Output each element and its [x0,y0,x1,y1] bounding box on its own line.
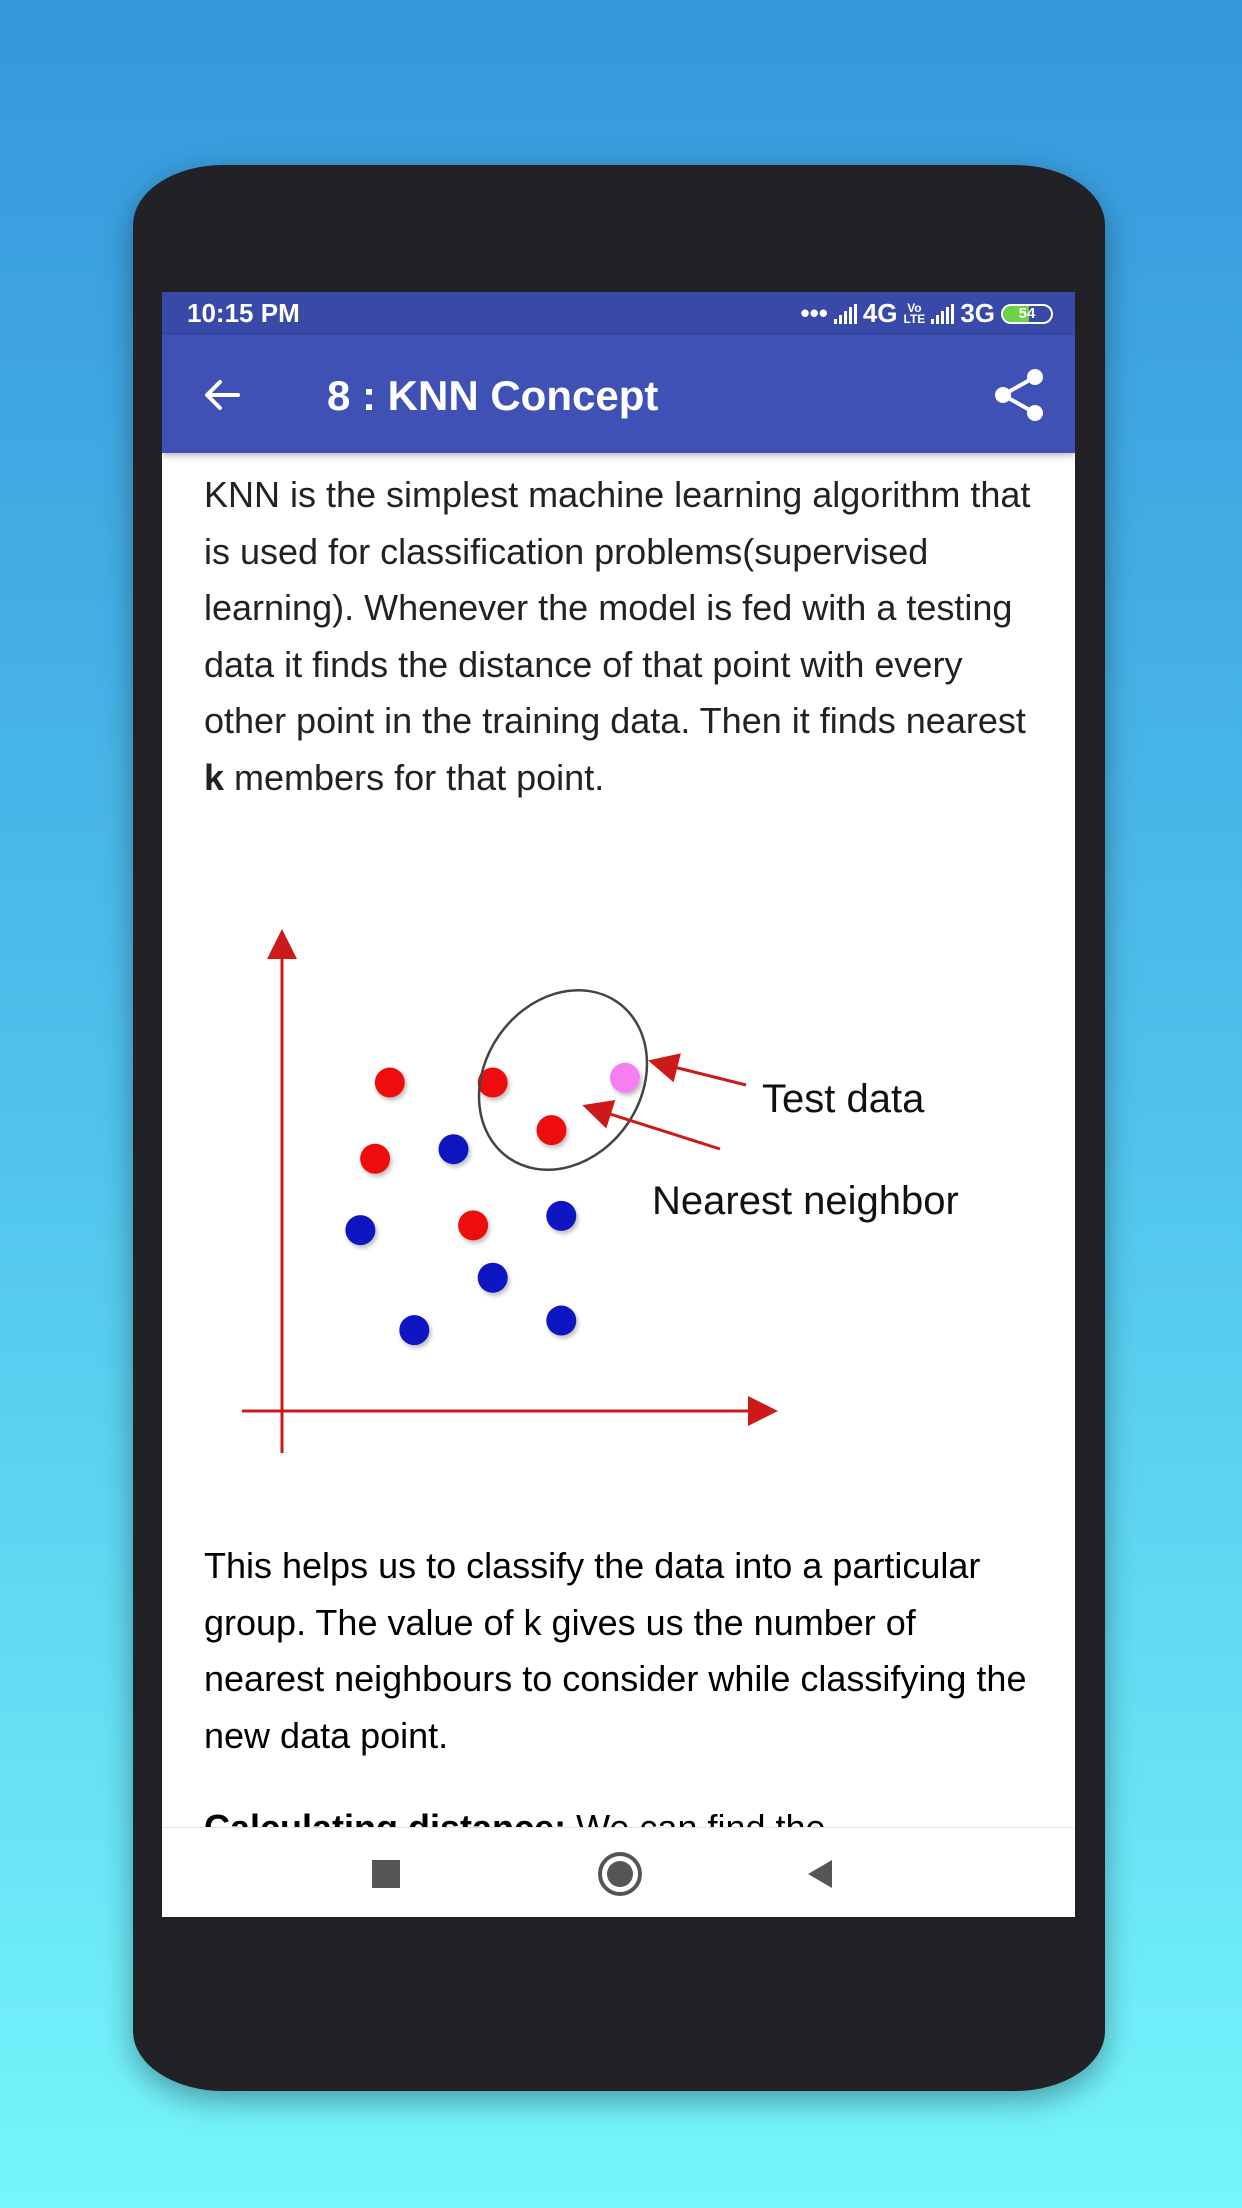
scatter-point-s1-p4 [399,1315,429,1345]
label-test-data: Test data [762,1077,925,1121]
system-nav-bar [162,1827,1075,1917]
scatter-point-s0-p2 [360,1144,390,1174]
scatter-point-s1-p3 [478,1263,508,1293]
network-type-2: 3G [960,298,995,328]
bold-k: k [204,756,225,798]
page-title: 8 : KNN Concept [327,372,659,419]
more-dots-icon: ••• [800,298,828,328]
share-icon[interactable] [991,367,1047,423]
status-icons [801,298,1053,329]
scatter-point-s0-p4 [537,1115,567,1145]
scatter-point-s1-p1 [345,1215,375,1245]
label-nearest-neighbor: Nearest neighbor [652,1179,959,1223]
intro-paragraph: KNN is the simplest machine learning algorithm that is used for classification problems(supervised learning). Whenever the model is fed with a testing data it finds the distance of that point with every other point in the training data. Then it finds nearest k members for that point. [204,474,1031,798]
knn-diagram [232,917,1072,1457]
article-content [204,467,1044,806]
app-bar [162,335,1075,453]
neighbor-ellipse [445,957,682,1202]
volte-icon: Vo LTE [903,300,926,326]
scatter-point-s1-p5 [546,1306,576,1336]
square-icon[interactable] [362,1850,410,1898]
test-data-arrow [654,1062,746,1085]
status-bar [162,292,1075,335]
points-layer [345,1063,640,1345]
triangle-back-icon[interactable] [796,1850,844,1898]
phone-screen [162,292,1075,1917]
arrow-left-icon[interactable] [200,373,244,417]
scatter-point-s1-p0 [439,1134,469,1164]
neighbor-arrow [588,1107,720,1149]
network-type-1: 4G [862,298,898,328]
scatter-point-s0-p3 [458,1210,488,1240]
classification-paragraph: This helps us to classify the data into a particular group. The value of k gives us the number of nearest neighbours to consider while classifying the new data point. [204,1545,1027,1756]
signal-icon-2 [931,304,954,324]
battery-icon [1001,304,1053,324]
circle-home-icon[interactable] [596,1850,644,1898]
signal-icon [834,304,857,324]
scatter-point-s1-p2 [546,1201,576,1231]
battery-level: 54 [1018,304,1036,322]
status-time: 10:15 PM [187,298,300,328]
scatter-point-s2-p0 [610,1063,640,1093]
scatter-point-s0-p0 [375,1068,405,1098]
